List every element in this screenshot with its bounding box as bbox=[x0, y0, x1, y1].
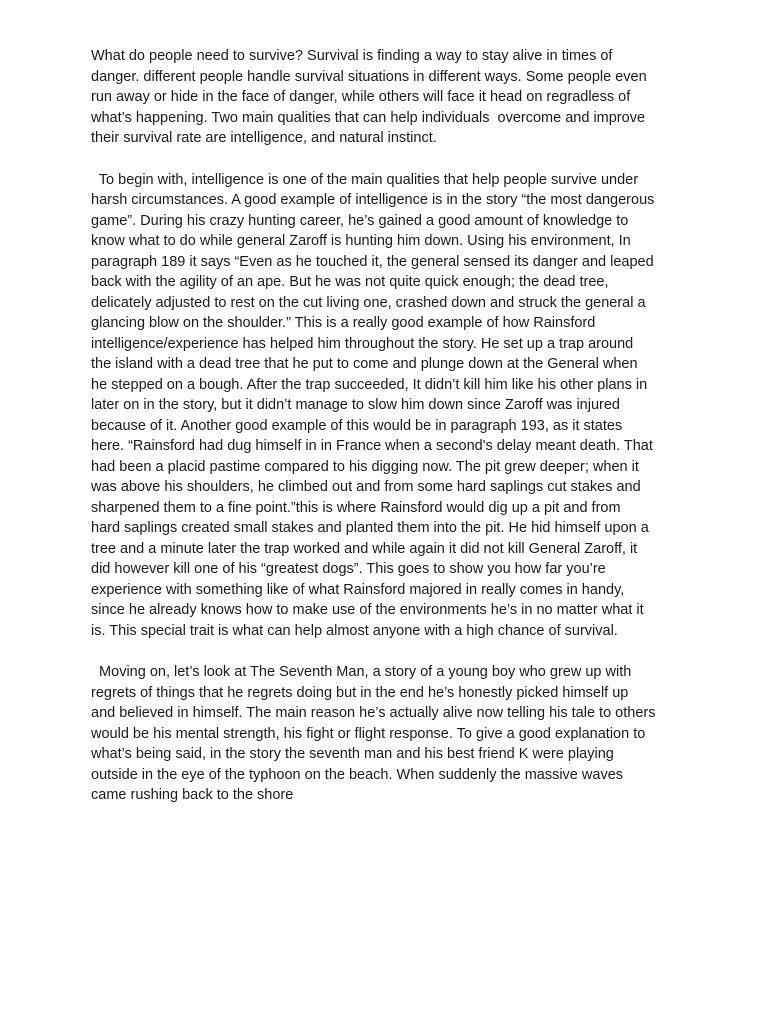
paragraph-line: paragraph 189 it says “Even as he touched it, the general sensed its danger and leaped bbox=[91, 253, 654, 270]
paragraph-line: tree and a minute later the trap worked and while again it did not kill General Zaroff, it bbox=[91, 540, 638, 557]
paragraph-line: outside in the eye of the typhoon on the beach. When suddenly the massive waves bbox=[91, 766, 624, 783]
paragraph-line: intelligence/experience has helped him throughout the story. He set up a trap around bbox=[91, 335, 634, 352]
paragraph-line: sharpened them to a fine point.”this is where Rainsford would dig up a pit and from bbox=[91, 499, 621, 516]
paragraph-1 bbox=[91, 46, 691, 149]
paragraph-line: since he already knows how to make use of the environments he’s in no matter what it bbox=[91, 602, 644, 618]
paragraph-line: what’s happening. Two main qualities that can help individuals overcome and improve bbox=[91, 109, 646, 126]
essay-body bbox=[91, 46, 691, 827]
paragraph-line: the island with a dead tree that he put to come and plunge down at the General when bbox=[91, 356, 638, 372]
paragraph-line: regrets of things that he regrets doing but in the end he’s honestly picked himself up bbox=[91, 684, 629, 701]
paragraph-line: To begin with, intelligence is one of the main qualities that help people survive under bbox=[91, 171, 639, 188]
paragraph-line: glancing blow on the shoulder.” This is a really good example of how Rainsford bbox=[91, 315, 596, 331]
paragraph-line: here. “Rainsford had dug himself in in France when a second's delay meant death. That bbox=[91, 438, 653, 454]
paragraph-line: because of it. Another good example of this would be in paragraph 193, as it states bbox=[91, 417, 623, 434]
paragraph-line: harsh circumstances. A good example of intelligence is in the story “the most dangerous bbox=[91, 192, 655, 208]
paragraph-line: and believed in himself. The main reason he’s actually alive now telling his tale to others bbox=[91, 705, 656, 721]
paragraph-line: did however kill one of his “greatest dogs”. This goes to show you how far you’re bbox=[91, 561, 606, 577]
paragraph-line: danger. different people handle survival situations in different ways. Some people even bbox=[91, 68, 647, 85]
paragraph-line: experience with something like of what Rainsford majored in really comes in handy, bbox=[91, 581, 625, 598]
paragraph-line: would be his mental strength, his fight or flight response. To give a good explanation to bbox=[91, 725, 646, 742]
paragraph-line: is. This special trait is what can help almost anyone with a high chance of survival. bbox=[91, 622, 618, 639]
paragraph-line: hard saplings created small stakes and planted them into the pit. He hid himself upon a bbox=[91, 520, 649, 536]
paragraph-3 bbox=[91, 662, 691, 806]
paragraph-line: Moving on, let’s look at The Seventh Man, a story of a young boy who grew up with bbox=[91, 664, 632, 680]
paragraph-line: came rushing back to the shore bbox=[91, 787, 294, 803]
paragraph-line: what’s being said, in the story the seventh man and his best friend K were playing bbox=[91, 746, 614, 762]
paragraph-line: delicately adjusted to rest on the cut living one, crashed down and struck the general a bbox=[91, 294, 646, 311]
paragraph-line: back with the agility of an ape. But he was not quite quick enough; the dead tree, bbox=[91, 274, 609, 290]
paragraph-line: run away or hide in the face of danger, while others will face it head on regradless of bbox=[91, 89, 631, 105]
paragraph-line: later on in the story, but it didn’t manage to slow him down since Zaroff was injured bbox=[91, 397, 620, 413]
paragraph-line: was above his shoulders, he climbed out and from some hard saplings cut stakes and bbox=[91, 479, 641, 495]
paragraph-2 bbox=[91, 170, 691, 642]
paragraph-line: know what to do while general Zaroff is hunting him down. Using his environment, In bbox=[91, 233, 631, 249]
paragraph-line: had been a placid pastime compared to his digging now. The pit grew deeper; when it bbox=[91, 458, 639, 475]
paragraph-line: he stepped on a bough. After the trap succeeded, It didn’t kill him like his other plans in bbox=[91, 376, 648, 393]
paragraph-line: What do people need to survive? Survival is finding a way to stay alive in times of bbox=[91, 48, 613, 64]
paragraph-line: their survival rate are intelligence, and natural instinct. bbox=[91, 130, 437, 146]
paragraph-line: game”. During his crazy hunting career, he’s gained a good amount of knowledge to bbox=[91, 212, 629, 229]
